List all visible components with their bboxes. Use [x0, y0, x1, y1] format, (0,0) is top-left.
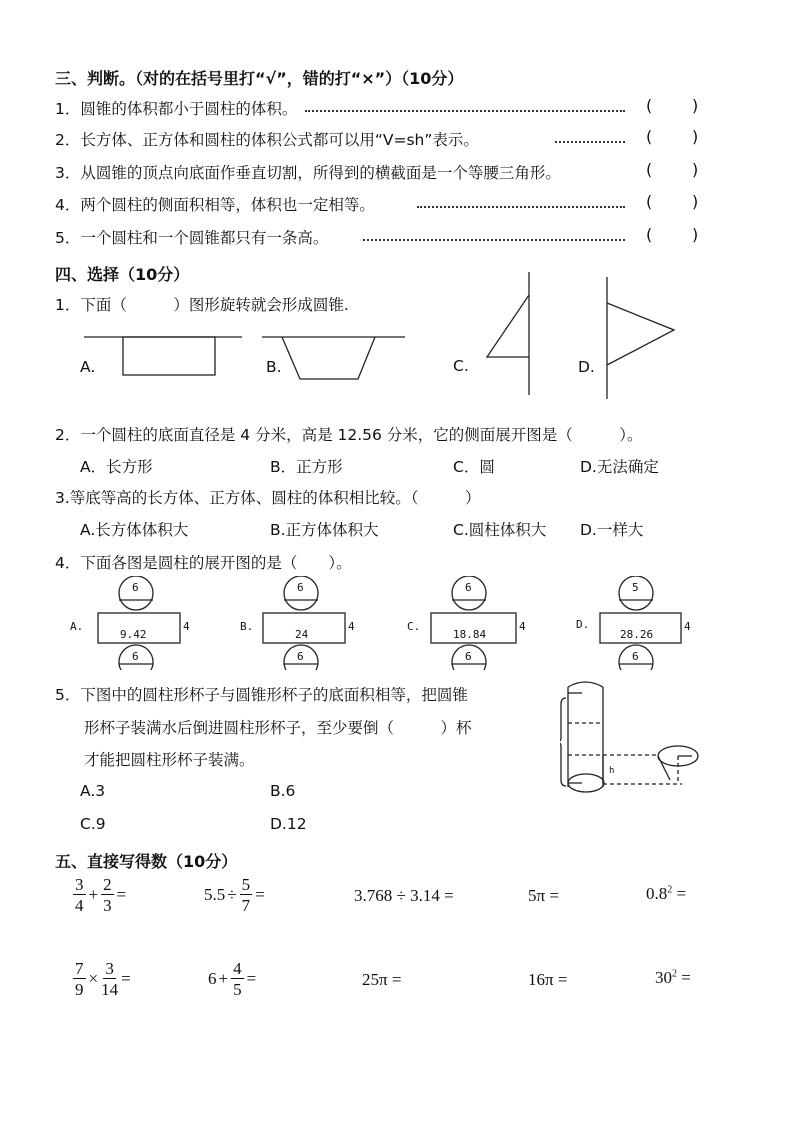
figure-a-rectangle — [80, 330, 250, 380]
q3-option-d[interactable]: D.一样大 — [580, 521, 644, 539]
fraction — [101, 876, 114, 914]
operator: + — [88, 885, 99, 904]
answer-open[interactable]: ( — [646, 225, 653, 244]
judgement-item-5: 5．一个圆柱和一个圆锥都只有一条高。 — [55, 229, 329, 247]
rectangle-height: 4 — [183, 620, 190, 633]
q5-option-a[interactable]: A.3 — [80, 782, 106, 800]
option-b-label[interactable]: B. — [266, 358, 282, 376]
denominator: 3 — [103, 896, 112, 915]
question-1-text: 1．下面（ ）图形旋转就会形成圆锥. — [55, 296, 349, 314]
top-diameter: 5 — [632, 581, 639, 594]
expression-1-1 — [72, 876, 126, 914]
q3-option-c[interactable]: C.圆柱体积大 — [453, 521, 547, 539]
operand: 5.5 — [204, 885, 226, 904]
numerator: 4 — [233, 959, 242, 978]
denominator: 5 — [233, 980, 242, 999]
question-5-line-3: 才能把圆柱形杯子装满。 — [84, 751, 255, 769]
expression-2-1 — [72, 960, 131, 998]
net-option-b[interactable] — [235, 576, 365, 670]
net-option-a[interactable] — [70, 576, 200, 670]
height-label-h: h — [609, 766, 615, 776]
numerator: 7 — [75, 959, 84, 978]
question-5-line-1: 5．下图中的圆柱形杯子与圆锥形杯子的底面积相等，把圆锥 — [55, 686, 468, 704]
top-diameter: 6 — [132, 581, 139, 594]
section-3-title: 三、判断。（对的在括号里打“√”，错的打“×”）（10分） — [55, 69, 464, 88]
answer-close[interactable]: ) — [692, 192, 699, 211]
net-label: C. — [407, 620, 421, 633]
top-diameter: 6 — [465, 581, 472, 594]
option-c-label[interactable]: C. — [453, 357, 469, 375]
expression-1-4: 5π = — [528, 886, 559, 905]
base: 30 — [655, 968, 672, 987]
dot-leader — [417, 206, 625, 208]
operator: × — [88, 969, 99, 988]
option-d-label[interactable]: D. — [578, 358, 595, 376]
operand: 6 — [208, 969, 217, 988]
expression-2-3: 25π = — [362, 970, 402, 989]
question-4-text: 4．下面各图是圆柱的展开图的是（ ）。 — [55, 554, 352, 572]
equals-sign: = — [116, 885, 127, 904]
bottom-diameter: 6 — [465, 650, 472, 663]
net-label: B. — [240, 620, 254, 633]
operator: + — [218, 969, 229, 988]
section-4-title: 四、选择（10分） — [55, 265, 190, 284]
denominator: 14 — [101, 980, 119, 999]
operator: ÷ — [227, 885, 237, 904]
expression-1-3: 3.768 ÷ 3.14 = — [354, 886, 454, 905]
triangle-shape — [487, 295, 529, 357]
answer-close[interactable]: ) — [692, 225, 699, 244]
cone-slant — [658, 756, 670, 780]
expression-1-5 — [646, 884, 686, 904]
section-5-title: 五、直接写得数（10分） — [55, 852, 238, 871]
answer-open[interactable]: ( — [646, 192, 653, 211]
figure-d-triangle — [600, 275, 690, 405]
expression-2-5 — [655, 968, 691, 988]
triangle-shape — [607, 303, 674, 365]
fraction — [231, 960, 244, 998]
bottom-diameter: 6 — [132, 650, 139, 663]
rectangle-shape — [123, 337, 215, 375]
height-brace — [560, 698, 566, 786]
net-label: D. — [576, 618, 590, 631]
exponent: 2 — [672, 968, 677, 980]
q3-option-b[interactable]: B.正方体体积大 — [270, 521, 379, 539]
net-option-c[interactable] — [405, 576, 535, 670]
bottom-diameter: 6 — [297, 650, 304, 663]
base: 0.8 — [646, 884, 668, 903]
judgement-item-4: 4．两个圆柱的侧面积相等，体积也一定相等。 — [55, 196, 375, 214]
equals-sign: = — [246, 969, 257, 988]
top-diameter: 6 — [297, 581, 304, 594]
dot-leader — [555, 141, 625, 143]
expression-2-2 — [208, 960, 256, 998]
equals-sign: = — [681, 968, 691, 987]
rectangle-length: 28.26 — [620, 628, 654, 641]
q5-option-c[interactable]: C.9 — [80, 815, 106, 833]
answer-close[interactable]: ) — [692, 96, 699, 115]
q2-option-a[interactable]: A．长方形 — [80, 458, 153, 476]
denominator: 9 — [75, 980, 84, 999]
cylinder-top-arc — [568, 682, 603, 687]
rectangle-length: 9.42 — [120, 628, 147, 641]
net-option-d[interactable] — [572, 576, 702, 670]
bottom-diameter: 6 — [632, 650, 639, 663]
judgement-item-2: 2．长方体、正方体和圆柱的体积公式都可以用“V=sh”表示。 — [55, 131, 479, 149]
fraction — [73, 876, 86, 914]
fraction — [73, 960, 86, 998]
expression-2-4: 16π = — [528, 970, 568, 989]
answer-close[interactable]: ) — [692, 160, 699, 179]
rectangle-length: 24 — [295, 628, 309, 641]
fraction — [101, 960, 118, 998]
trapezoid-shape — [282, 337, 375, 379]
numerator: 2 — [103, 875, 112, 894]
rectangle-height: 4 — [519, 620, 526, 633]
answer-open[interactable]: ( — [646, 96, 653, 115]
equals-sign: = — [121, 969, 131, 988]
question-3-text: 3.等底等高的长方体、正方体、圆柱的体积相比较。（ ） — [55, 489, 481, 507]
numerator: 3 — [75, 875, 84, 894]
q2-option-d[interactable]: D.无法确定 — [580, 458, 659, 476]
figure-c-triangle — [480, 270, 540, 400]
numerator: 5 — [241, 875, 251, 894]
answer-close[interactable]: ) — [692, 127, 699, 146]
rectangle-height: 4 — [348, 620, 355, 633]
q5-option-b[interactable]: B.6 — [270, 782, 296, 800]
question-2-text: 2．一个圆柱的底面直径是 4 分米，高是 12.56 分米，它的侧面展开图是（ ）。 — [55, 426, 643, 444]
denominator: 4 — [75, 896, 84, 915]
answer-open[interactable]: ( — [646, 160, 653, 179]
q3-option-a[interactable]: A.长方体体积大 — [80, 521, 189, 539]
net-label: A. — [70, 620, 84, 633]
rectangle-length: 18.84 — [453, 628, 487, 641]
judgement-item-1: 1．圆锥的体积都小于圆柱的体积。 — [55, 100, 298, 118]
numerator: 3 — [105, 959, 114, 978]
dot-leader — [305, 110, 625, 112]
expression-1-2 — [204, 876, 265, 914]
answer-open[interactable]: ( — [646, 127, 653, 146]
fraction — [240, 876, 253, 914]
denominator: 7 — [241, 896, 251, 915]
question-5-line-2: 形杯子装满水后倒进圆柱形杯子，至少要倒（ ）杯 — [84, 719, 472, 737]
q5-option-d[interactable]: D.12 — [270, 815, 307, 833]
figure-b-trapezoid — [260, 330, 410, 380]
option-a-label[interactable]: A. — [80, 358, 96, 376]
equals-sign: = — [676, 884, 687, 903]
q2-option-c[interactable]: C．圆 — [453, 458, 495, 476]
rectangle-height: 4 — [684, 620, 691, 633]
equals-sign: = — [255, 885, 265, 904]
judgement-item-3: 3．从圆锥的顶点向底面作垂直切割，所得到的横截面是一个等腰三角形。 — [55, 164, 561, 182]
cylinder-and-cone-figure — [560, 680, 710, 805]
exponent: 2 — [667, 884, 673, 896]
dot-leader — [363, 239, 625, 241]
q2-option-b[interactable]: B．正方形 — [270, 458, 343, 476]
